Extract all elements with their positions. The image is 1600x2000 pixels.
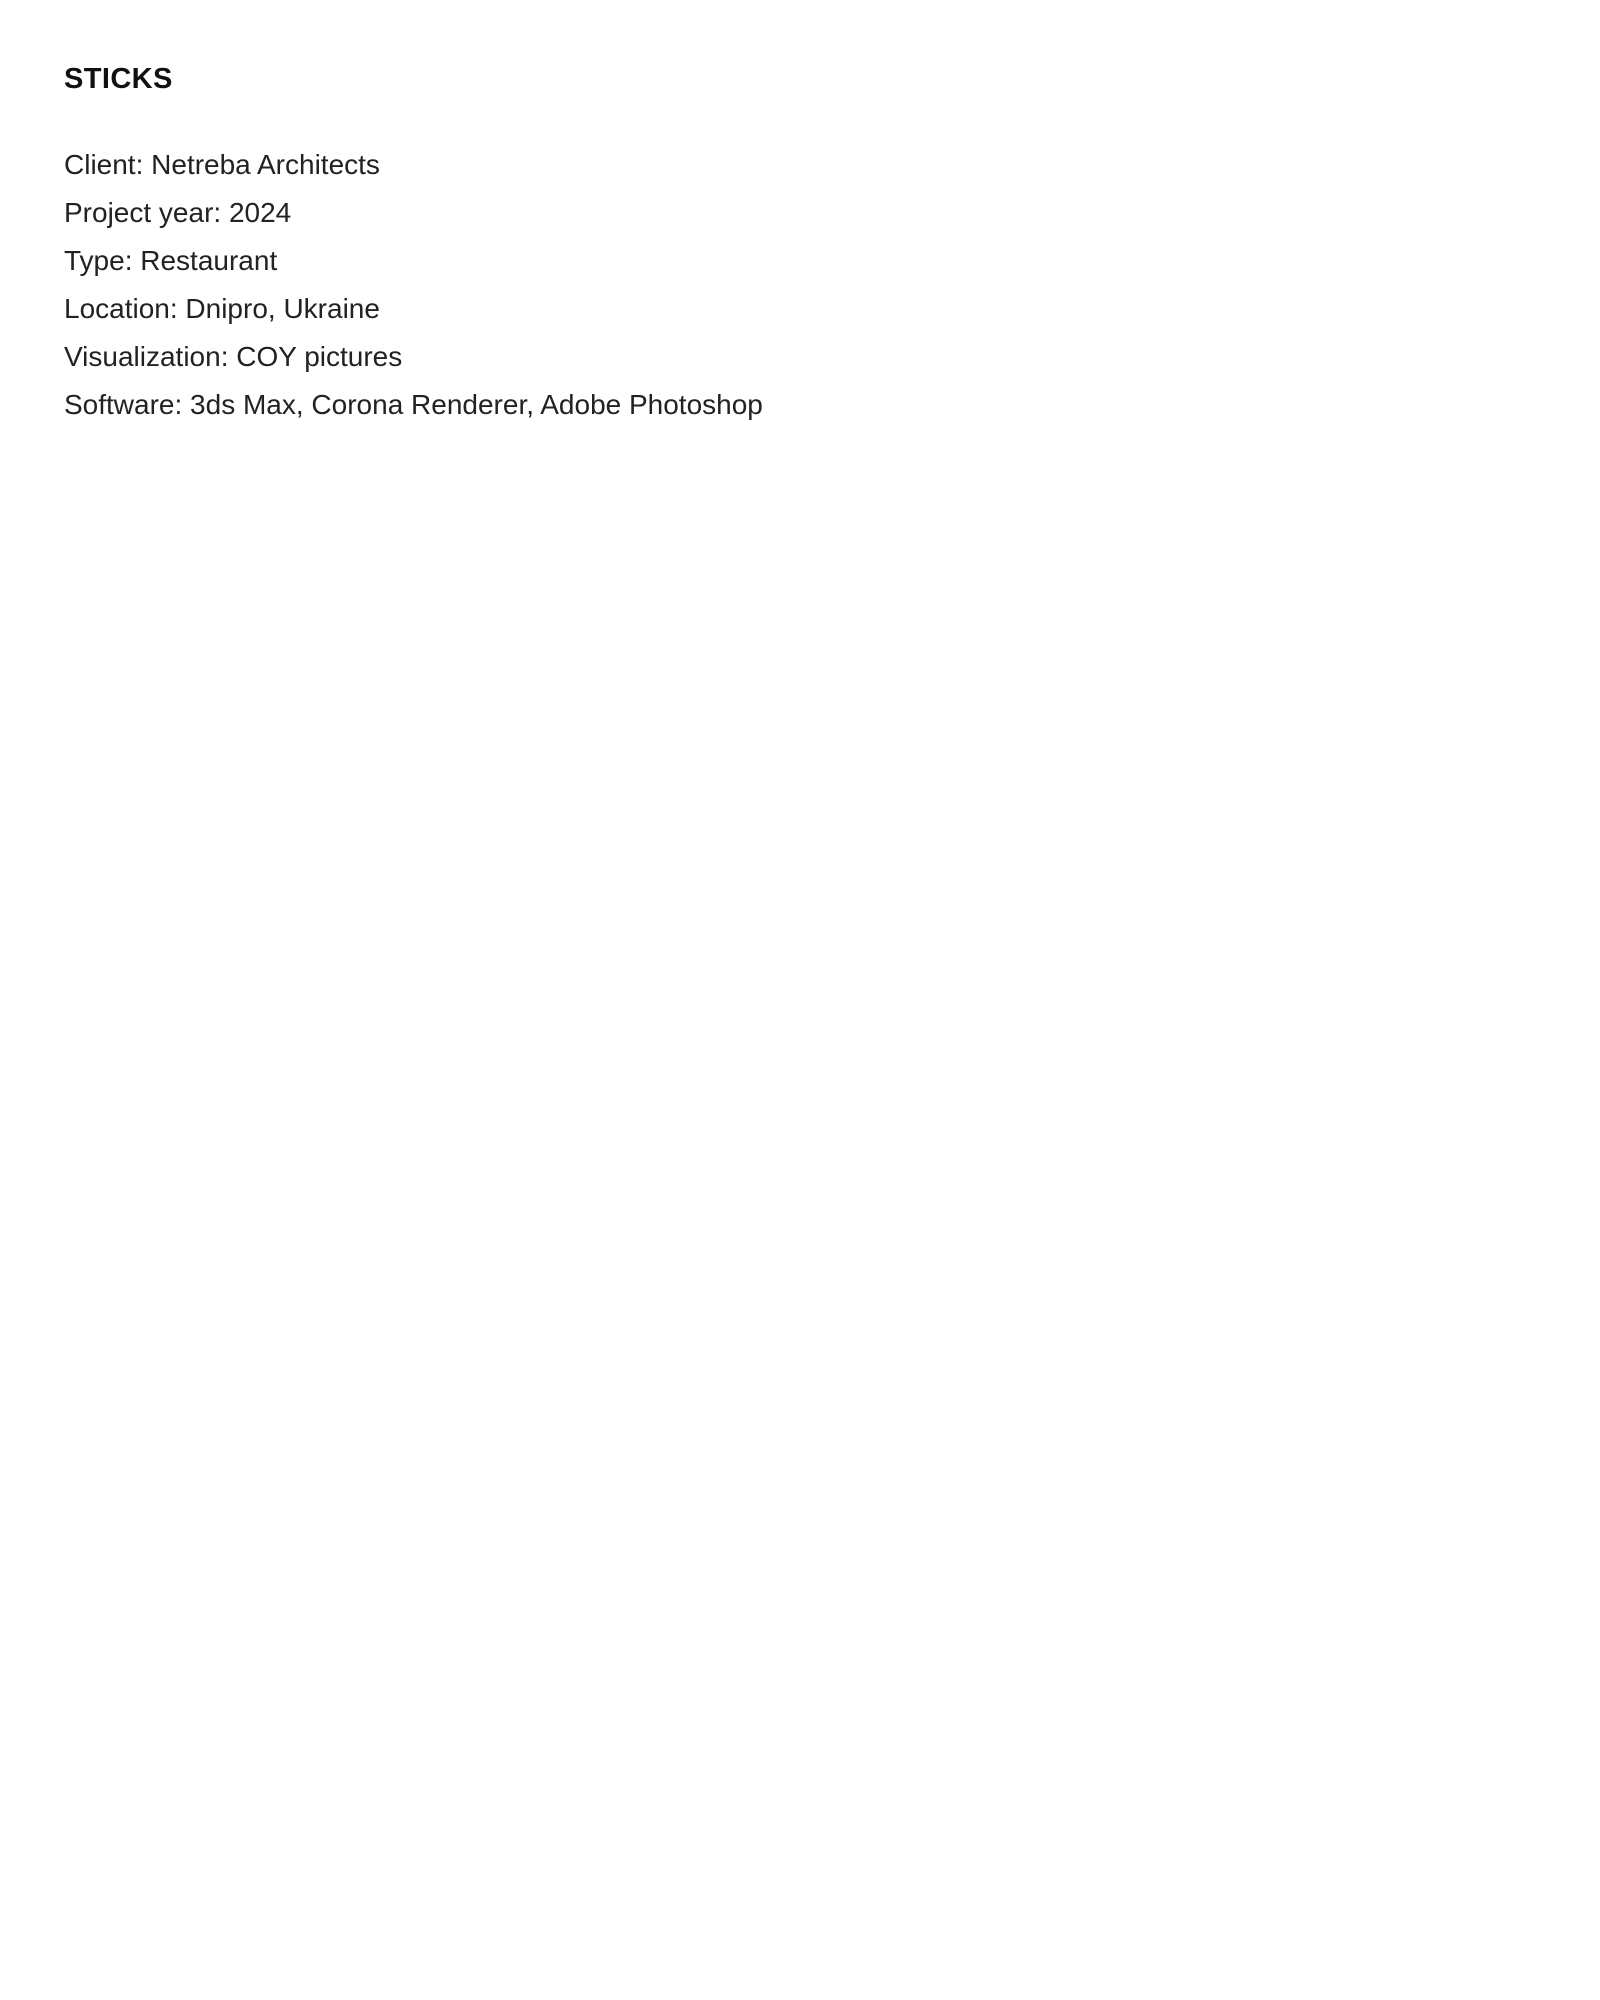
metadata-line-location: Location: Dnipro, Ukraine [64,292,380,324]
metadata-line-type: Type: Restaurant [64,244,278,276]
metadata-line-project-year: Project year: 2024 [64,196,292,228]
metadata-line-visualization: Visualization: COY pictures [64,340,403,372]
page-title: STICKS [64,63,173,95]
project-metadata-list [64,141,1536,429]
metadata-line-client: Client: Netreba Architects [64,148,380,180]
metadata-line-software: Software: 3ds Max, Corona Renderer, Adobe Photoshop [64,388,763,420]
